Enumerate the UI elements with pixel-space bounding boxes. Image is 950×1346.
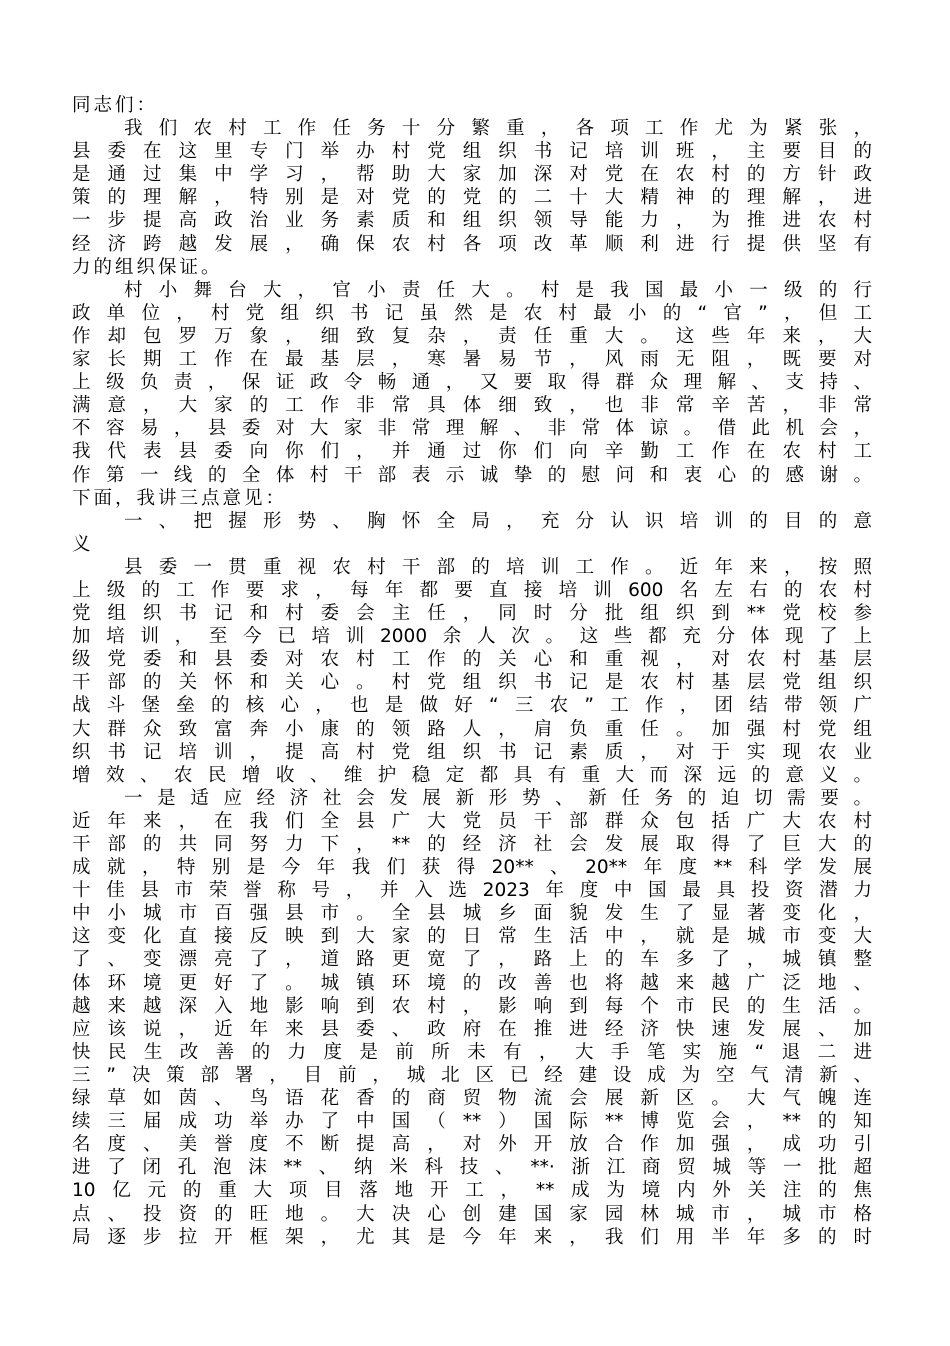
text-line: 一步提高政治业务素质和组织领导能力，为推进农村 — [72, 210, 872, 232]
text-line: 一是适应经济社会发展新形势、新任务的迫切需要。 — [124, 787, 872, 809]
text-line: 不容易，县委对大家非常理解、非常体谅。借此机会， — [72, 418, 872, 440]
text-line: 上级的工作要求，每年都要直接培训600名左右的农村 — [72, 579, 872, 601]
text-line: 点、投资的旺地。大决心创建国家园林城市，城市格 — [72, 1203, 872, 1225]
text-line: 名度、美誉度不断提高，对外开放合作加强，成功引 — [72, 1134, 872, 1156]
text-line: 作却包罗万象，细致复杂，责任重大。这些年来，大 — [72, 325, 872, 347]
text-line: 进了闭孔泡沫**、纳米科技、**·浙江商贸城等一批超 — [72, 1157, 872, 1179]
text-line: 近年来，在我们全县广大党员干部群众包括广大农村 — [72, 810, 872, 832]
text-line: 大群众致富奔小康的领路人，肩负重任。加强村党组 — [72, 718, 872, 740]
text-line: 三”决策部署，目前，城北区已经建设成为空气清新、 — [72, 1064, 872, 1086]
text-line: 十佳县市荣誉称号，并入选2023年度中国最具投资潜力 — [72, 880, 872, 902]
text-line: 局逐步拉开框架，尤其是今年来，我们用半年多的时 — [72, 1226, 872, 1248]
text-line: 作第一线的全体村干部表示诚挚的慰问和衷心的感谢。 — [72, 464, 872, 486]
text-line: 我们农村工作任务十分繁重，各项工作尤为紧张， — [124, 118, 872, 140]
text-line: 同志们： — [72, 95, 159, 116]
text-line: 了、变漂亮了，道路更宽了，路上的车多了，城镇整 — [72, 949, 872, 971]
text-line: 快民生改善的力度是前所未有，大手笔实施“退二进 — [72, 1041, 872, 1063]
text-line: 经济跨越发展，确保农村各项改革顺利进行提供坚有 — [72, 233, 872, 255]
text-line: 一、把握形势、胸怀全局，充分认识培训的目的意 — [124, 510, 872, 532]
text-line: 策的理解，特别是对党的党的二十大精神的理解，进 — [72, 187, 872, 209]
text-line: 满意，大家的工作非常具体细致，也非常辛苦，非常 — [72, 395, 872, 417]
text-line: 是通过集中学习，帮助大家加深对党在农村的方针政 — [72, 164, 872, 186]
text-line: 体环境更好了。城镇环境的改善也将越来越广泛地、 — [72, 972, 872, 994]
text-line: 上级负责，保证政令畅通，又要取得群众理解、支持、 — [72, 372, 872, 394]
text-line: 成就，特别是今年我们获得20**、20**年度**科学发展 — [72, 857, 872, 879]
document-body — [72, 94, 872, 1249]
text-line: 战斗堡垒的核心，也是做好“三农”工作，团结带领广 — [72, 695, 872, 717]
text-line: 力的组织保证。 — [72, 256, 223, 278]
text-line: 增效、农民增收、维护稳定都具有重大而深远的意义。 — [72, 764, 872, 786]
text-line: 续三届成功举办了中国（**）国际**博览会，**的知 — [72, 1111, 872, 1133]
text-line: 政单位，村党组织书记虽然是农村最小的“官”，但工 — [72, 302, 872, 324]
text-line: 我代表县委向你们，并通过你们向辛勤工作在农村工 — [72, 441, 872, 463]
text-line: 干部的共同努力下，**的经济社会发展取得了巨大的 — [72, 834, 872, 855]
text-line: 县委在这里专门举办村党组织书记培训班，主要目的 — [72, 141, 872, 163]
text-line: 干部的关怀和关心。村党组织书记是农村基层党组织 — [72, 672, 872, 694]
text-line: 党组织书记和村委会主任，同时分批组织到**党校参 — [72, 603, 872, 625]
text-line: 村小舞台大，官小责任大。村是我国最小一级的行 — [124, 279, 872, 301]
text-line: 中小城市百强县市。全县城乡面貌发生了显著变化， — [72, 903, 872, 925]
text-line: 10亿元的重大项目落地开工，**成为境内外关注的焦 — [72, 1180, 872, 1202]
text-line: 加培训，至今已培训2000余人次。这些都充分体现了上 — [72, 626, 872, 648]
text-line: 县委一贯重视农村干部的培训工作。近年来，按照 — [124, 556, 872, 578]
text-line: 家长期工作在最基层，寒暑易节，风雨无阻，既要对 — [72, 349, 872, 371]
text-line: 这变化直接反映到大家的日常生活中，就是城市变大 — [72, 926, 872, 948]
text-line: 越来越深入地影响到农村，影响到每个市民的生活。 — [72, 995, 872, 1017]
text-line: 义 — [72, 533, 94, 555]
text-line: 下面，我讲三点意见： — [72, 487, 288, 509]
text-line: 绿草如茵、鸟语花香的商贸物流会展新区。大气魄连 — [72, 1088, 872, 1110]
text-line: 应该说，近年来县委、政府在推进经济快速发展、加 — [72, 1018, 872, 1040]
text-line: 织书记培训，提高村党组织书记素质，对于实现农业 — [72, 741, 872, 763]
text-line: 级党委和县委对农村工作的关心和重视，对农村基层 — [72, 649, 872, 671]
